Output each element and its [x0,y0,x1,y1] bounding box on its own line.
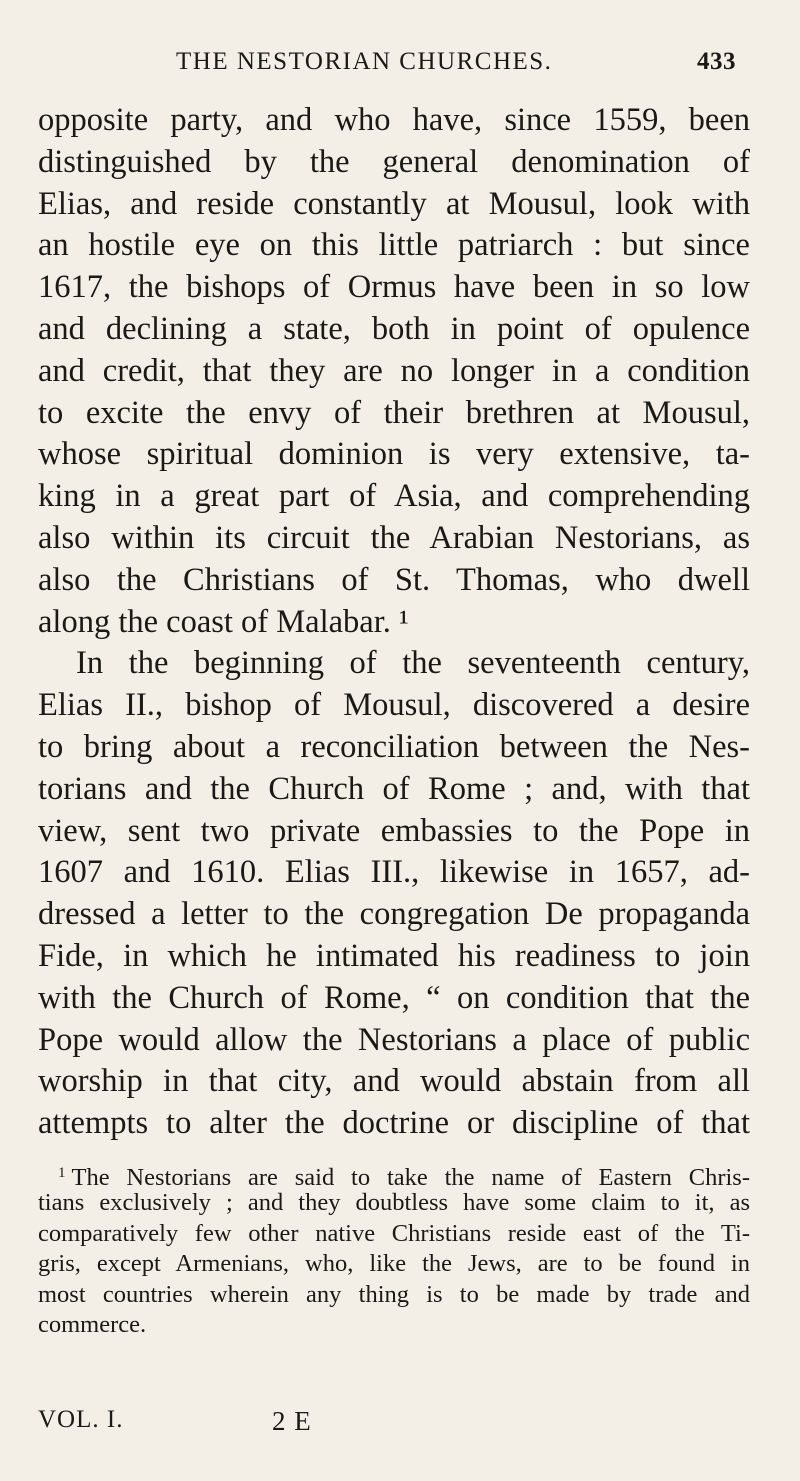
text-line: dressed a letter to the congregation De propaganda [38,896,750,933]
running-header [176,48,736,88]
footnote-line: gris, except Armenians, who, like the Jews, are to be found in [38,1250,750,1278]
footnote-line: comparatively few other native Christians reside east of the Ti- [38,1219,750,1247]
volume-label: VOL. I. [38,1406,124,1433]
text-line: with the Church of Rome, “ on condition that the [38,979,750,1016]
page-number: 433 [697,48,736,75]
text-line: to bring about a reconciliation between the Nes- [38,728,750,765]
text-line: 1617, the bishops of Ormus have been in so low [38,269,750,306]
page-footer [38,1406,498,1442]
text-line: In the beginning of the seventeenth century, [76,645,750,682]
text-line: torians and the Church of Rome ; and, with that [38,770,750,807]
footnote-line [38,1158,750,1191]
text-line: opposite party, and who have, since 1559, been [38,102,750,138]
text-line: also within its circuit the Arabian Nestorians, as [38,519,750,556]
text-line: Pope would allow the Nestorians a place of public [38,1021,750,1058]
text-line: whose spiritual dominion is very extensive, ta- [38,436,750,473]
text-line: Elias, and reside constantly at Mousul, look with [38,185,750,222]
footnote-marker: 1 [58,1165,66,1181]
footnote-text: The Nestorians are said to take the name of Eastern Chris- [71,1164,750,1191]
text-line: to excite the envy of their brethren at Mousul, [38,394,750,431]
body-text [38,100,750,1145]
footnote-line: tians exclusively ; and they doubtless have some claim to it, as [38,1189,750,1217]
text-line: worship in that city, and would abstain from all [38,1063,750,1100]
text-line: along the coast of Malabar. ¹ [38,603,409,640]
text-line: king in a great part of Asia, and comprehending [38,478,750,515]
footnote-line: commerce. [38,1310,147,1338]
running-title: THE NESTORIAN CHURCHES. [176,48,553,75]
footnote-line: most countries wherein any thing is to be made by trade and [38,1280,750,1308]
text-line: view, sent two private embassies to the Pope in [38,812,750,849]
text-line: an hostile eye on this little patriarch : but since [38,227,750,264]
text-line: and credit, that they are no longer in a condition [38,352,750,389]
text-line: Fide, in which he intimated his readiness to join [38,937,750,974]
text-line: Elias II., bishop of Mousul, discovered a desire [38,687,750,724]
text-line: attempts to alter the doctrine or discipline of that [38,1105,750,1142]
text-line: distinguished by the general denomination of [38,143,750,180]
signature-mark: 2 E [272,1406,312,1436]
footnote [38,1158,750,1340]
text-line: 1607 and 1610. Elias III., likewise in 1657, ad- [38,854,750,891]
text-line: and declining a state, both in point of opulence [38,310,750,347]
text-line: also the Christians of St. Thomas, who dwell [38,561,750,598]
